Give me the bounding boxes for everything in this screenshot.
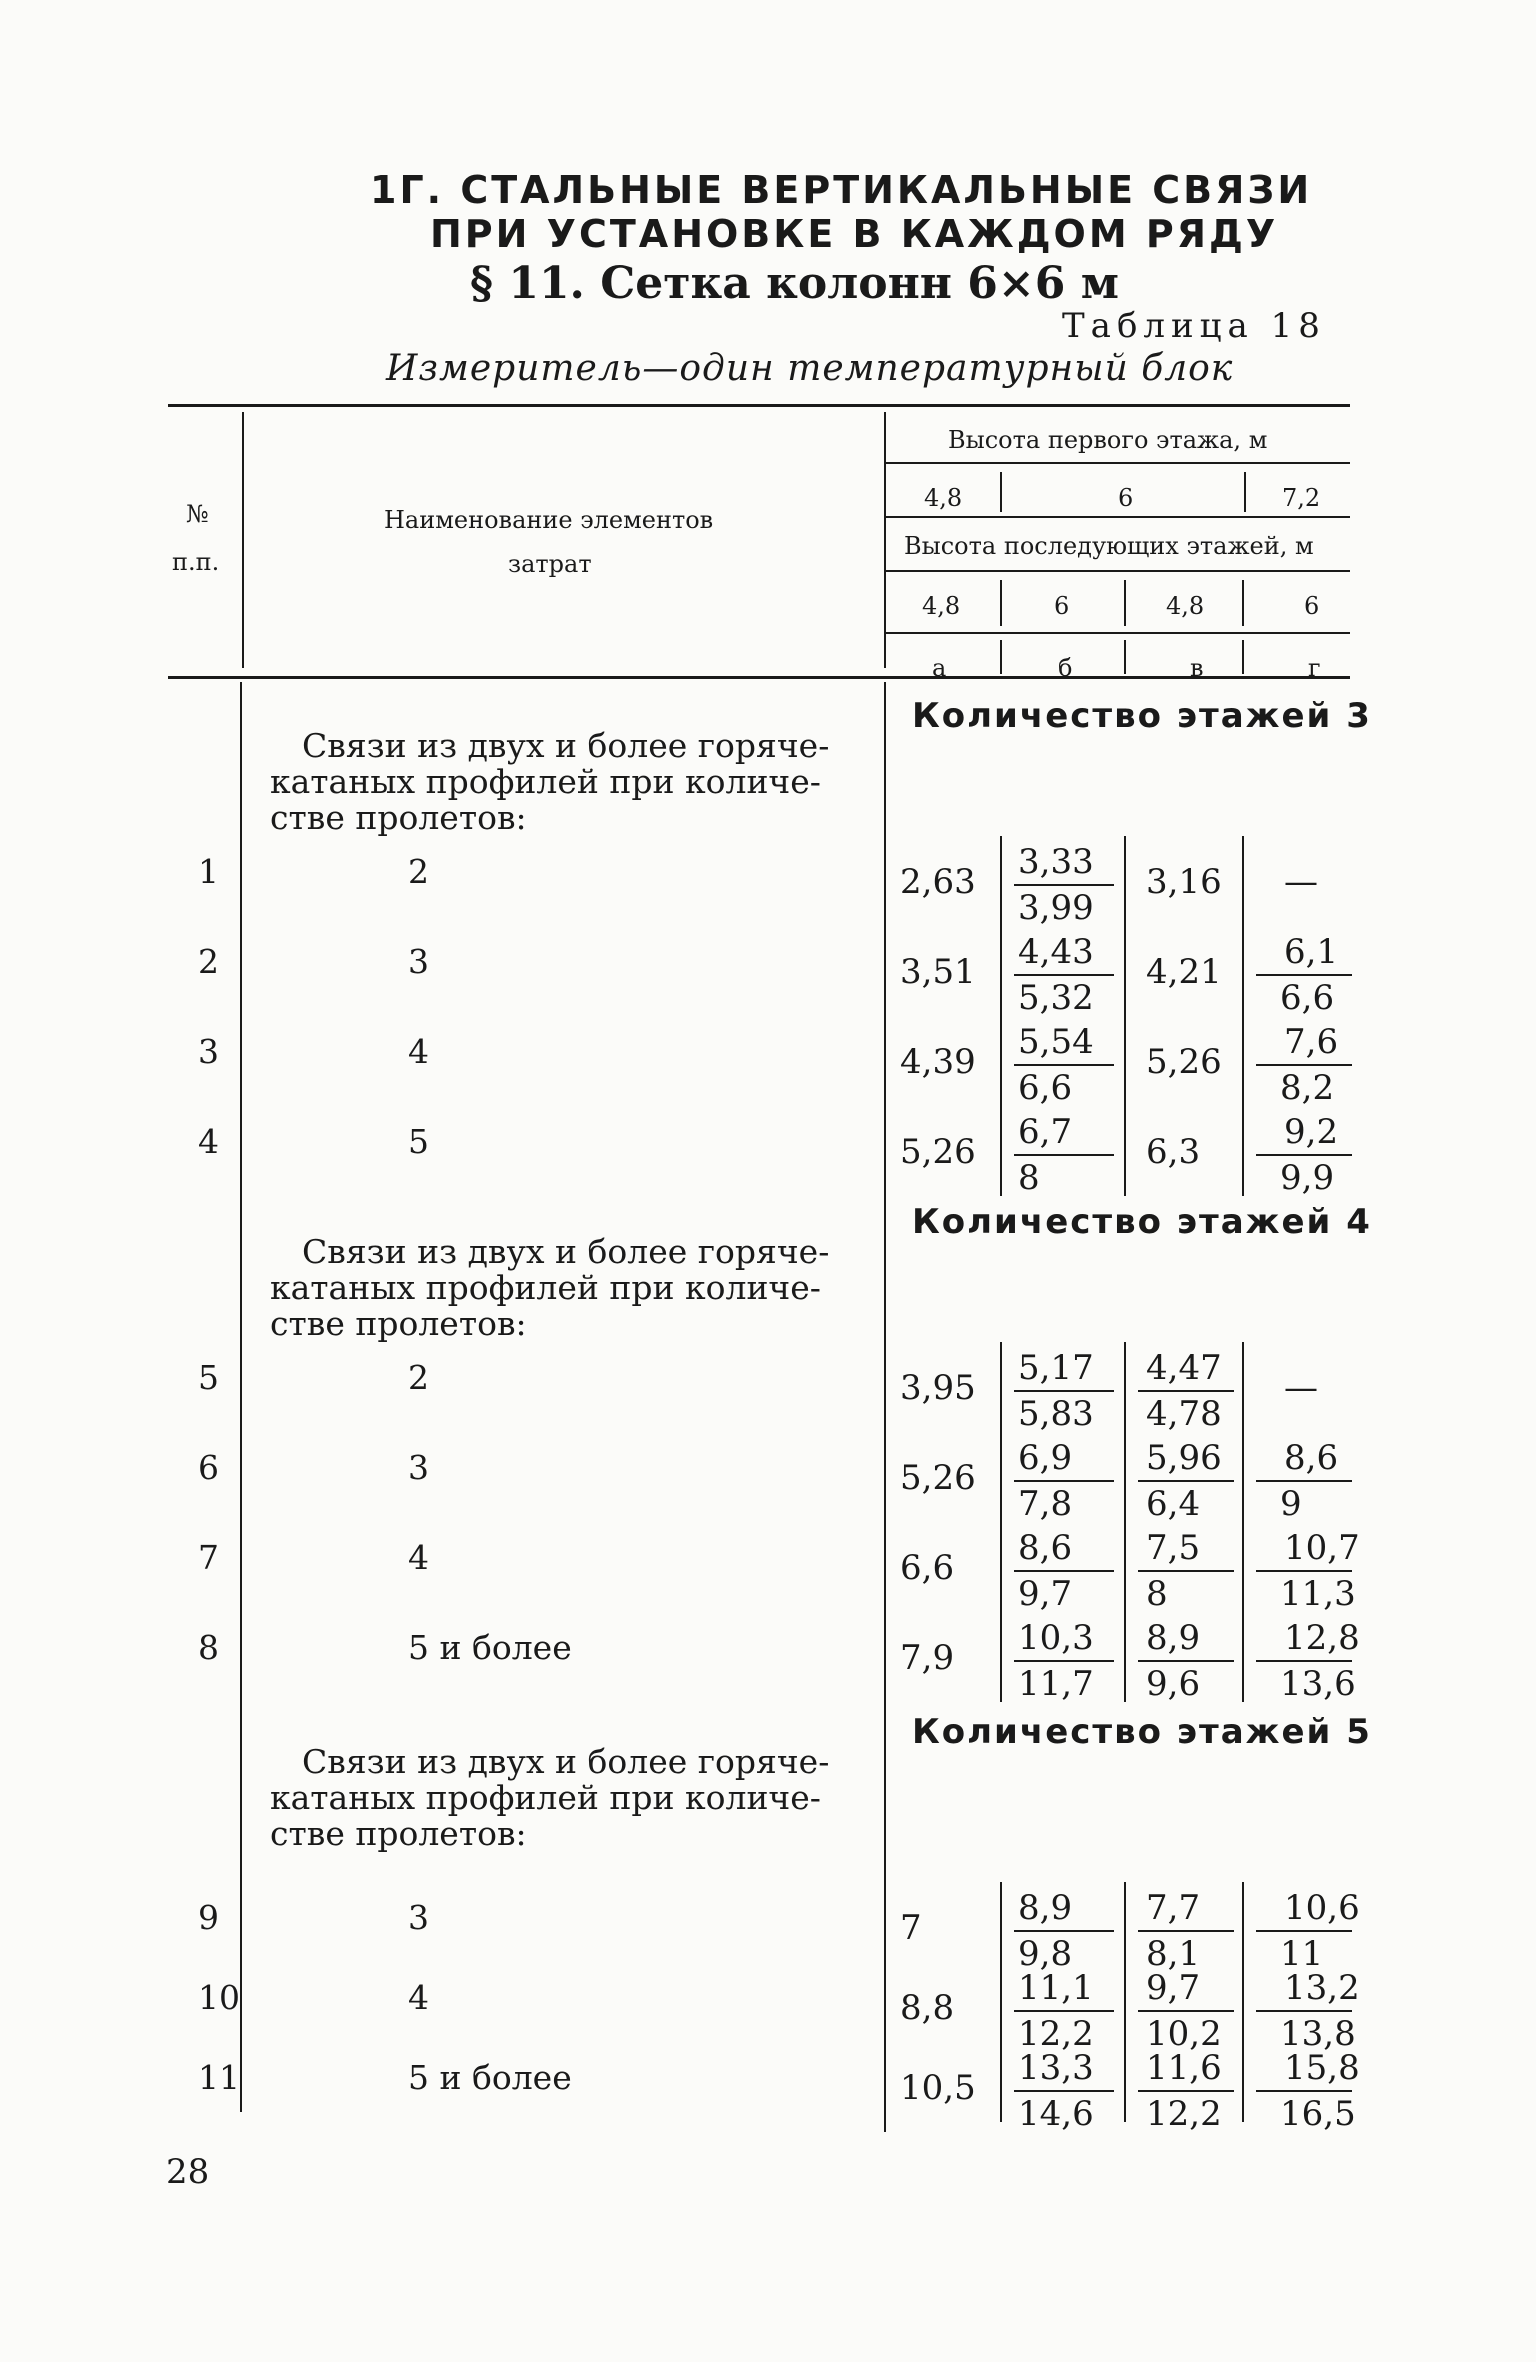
value-b-bottom: 12,2 xyxy=(1018,2014,1094,2054)
measure-text: Измеритель—один температурный блок xyxy=(386,348,1234,389)
value-b-bottom: 7,8 xyxy=(1018,1484,1073,1524)
fraction-bar-v xyxy=(1138,1660,1234,1662)
value-g-bottom: 9 xyxy=(1280,1484,1302,1524)
next-floor-value-a: 4,8 xyxy=(922,592,961,620)
value-b-bottom: 14,6 xyxy=(1018,2094,1094,2134)
value-b-top: 11,1 xyxy=(1018,1968,1094,2008)
fraction-bar-g xyxy=(1256,1660,1352,1662)
group-v-left-rule xyxy=(1124,1342,1126,1702)
value-b-top: 10,3 xyxy=(1018,1618,1094,1658)
header-col1-divider xyxy=(242,412,244,668)
value-b-bottom: 6,6 xyxy=(1018,1068,1073,1108)
value-g-top: — xyxy=(1284,862,1318,902)
first-floor-value-c: 7,2 xyxy=(1282,484,1321,512)
floors-count-label: Количество этажей 4 xyxy=(912,1202,1372,1242)
value-v-top: 4,21 xyxy=(1146,952,1222,992)
next-values-sep-1 xyxy=(1000,580,1002,626)
value-b-top: 13,3 xyxy=(1018,2048,1094,2088)
fraction-bar-b xyxy=(1014,884,1114,886)
section-title-line2: ПРИ УСТАНОВКЕ В КАЖДОМ РЯДУ xyxy=(430,212,1279,256)
table-header-bottom-rule xyxy=(168,676,1350,679)
group-intro-line3: стве пролетов: xyxy=(270,798,527,837)
col-letter-g: г xyxy=(1308,654,1321,682)
group-intro-line3: стве пролетов: xyxy=(270,1814,527,1853)
group-g-left-rule xyxy=(1242,1882,1244,2122)
value-g-top: 8,6 xyxy=(1284,1438,1339,1478)
fraction-bar-g xyxy=(1256,1154,1352,1156)
row-number: 9 xyxy=(198,1898,219,1937)
value-v-top: 7,7 xyxy=(1146,1888,1201,1928)
name-header-line2: затрат xyxy=(508,550,592,578)
group-intro-line1: Связи из двух и более горяче- xyxy=(302,1742,830,1781)
next-floors-height-label: Высота последующих этажей, м xyxy=(904,532,1314,560)
fraction-bar-v xyxy=(1138,1930,1234,1932)
value-b-bottom: 8 xyxy=(1018,1158,1040,1198)
fraction-bar-b xyxy=(1014,1390,1114,1392)
value-v-bottom: 8,1 xyxy=(1146,1934,1201,1974)
letters-sep-2 xyxy=(1124,640,1126,674)
row-number: 3 xyxy=(198,1032,219,1071)
first-floor-height-label: Высота первого этажа, м xyxy=(948,426,1268,454)
value-b-top: 5,54 xyxy=(1018,1022,1094,1062)
subtitle: § 11. Сетка колонн 6×6 м xyxy=(470,258,1119,309)
value-v-bottom: 6,4 xyxy=(1146,1484,1201,1524)
fraction-bar-b xyxy=(1014,1660,1114,1662)
value-v-top: 4,47 xyxy=(1146,1348,1222,1388)
col-letter-v: в xyxy=(1190,654,1204,682)
row-name: 3 xyxy=(408,942,429,981)
fraction-bar-b xyxy=(1014,1154,1114,1156)
value-a: 5,26 xyxy=(900,1458,976,1498)
value-g-bottom: 11,3 xyxy=(1280,1574,1356,1614)
value-a: 8,8 xyxy=(900,1988,955,2028)
value-a: 6,6 xyxy=(900,1548,955,1588)
group-g-left-rule xyxy=(1242,836,1244,1196)
body-col2-divider xyxy=(884,682,886,2132)
value-v-bottom: 10,2 xyxy=(1146,2014,1222,2054)
value-b-bottom: 9,8 xyxy=(1018,1934,1073,1974)
value-b-bottom: 11,7 xyxy=(1018,1664,1094,1704)
group-b-left-rule xyxy=(1000,1342,1002,1702)
value-a: 7 xyxy=(900,1908,922,1948)
first-floor-value-a: 4,8 xyxy=(924,484,963,512)
body-col1-divider xyxy=(240,682,242,2112)
next-values-rule xyxy=(884,632,1350,634)
fraction-bar-g xyxy=(1256,1480,1352,1482)
row-number: 8 xyxy=(198,1628,219,1667)
fraction-bar-v xyxy=(1138,2090,1234,2092)
value-g-bottom: 9,9 xyxy=(1280,1158,1335,1198)
fraction-bar-g xyxy=(1256,2010,1352,2012)
group-b-left-rule xyxy=(1000,836,1002,1196)
row-name: 2 xyxy=(408,852,429,891)
fraction-bar-b xyxy=(1014,1930,1114,1932)
value-b-top: 8,6 xyxy=(1018,1528,1073,1568)
value-g-bottom: 8,2 xyxy=(1280,1068,1335,1108)
value-v-bottom: 8 xyxy=(1146,1574,1168,1614)
row-number: 6 xyxy=(198,1448,219,1487)
value-v-top: 9,7 xyxy=(1146,1968,1201,2008)
value-g-bottom: 13,6 xyxy=(1280,1664,1356,1704)
row-name: 4 xyxy=(408,1032,429,1071)
value-b-bottom: 9,7 xyxy=(1018,1574,1073,1614)
first-values-rule xyxy=(884,516,1350,518)
value-g-top: 12,8 xyxy=(1284,1618,1360,1658)
next-floor-value-c: 4,8 xyxy=(1166,592,1205,620)
fraction-bar-b xyxy=(1014,974,1114,976)
value-b-top: 6,9 xyxy=(1018,1438,1073,1478)
value-v-top: 3,16 xyxy=(1146,862,1222,902)
value-g-top: 10,6 xyxy=(1284,1888,1360,1928)
fraction-bar-v xyxy=(1138,2010,1234,2012)
value-v-top: 7,5 xyxy=(1146,1528,1201,1568)
value-b-top: 5,17 xyxy=(1018,1348,1094,1388)
group-intro-line1: Связи из двух и более горяче- xyxy=(302,726,830,765)
value-b-top: 6,7 xyxy=(1018,1112,1073,1152)
value-a: 3,95 xyxy=(900,1368,976,1408)
table-top-rule xyxy=(168,404,1350,407)
value-g-top: 10,7 xyxy=(1284,1528,1360,1568)
value-b-bottom: 3,99 xyxy=(1018,888,1094,928)
section-title-line1: 1Г. СТАЛЬНЫЕ ВЕРТИКАЛЬНЫЕ СВЯЗИ xyxy=(370,168,1313,212)
value-v-bottom: 4,78 xyxy=(1146,1394,1222,1434)
first-floor-rule xyxy=(884,462,1350,464)
value-g-top: 15,8 xyxy=(1284,2048,1360,2088)
value-v-top: 6,3 xyxy=(1146,1132,1201,1172)
value-v-top: 5,26 xyxy=(1146,1042,1222,1082)
group-g-left-rule xyxy=(1242,1342,1244,1702)
row-number: 2 xyxy=(198,942,219,981)
fraction-bar-g xyxy=(1256,2090,1352,2092)
fraction-bar-g xyxy=(1256,1570,1352,1572)
fraction-bar-g xyxy=(1256,974,1352,976)
value-a: 3,51 xyxy=(900,952,976,992)
next-values-sep-3 xyxy=(1242,580,1244,626)
value-g-top: 13,2 xyxy=(1284,1968,1360,2008)
group-intro-line2: катаных профилей при количе- xyxy=(270,762,821,801)
value-b-bottom: 5,83 xyxy=(1018,1394,1094,1434)
fraction-bar-v xyxy=(1138,1480,1234,1482)
value-g-top: 7,6 xyxy=(1284,1022,1339,1062)
group-intro-line2: катаных профилей при количе- xyxy=(270,1268,821,1307)
fraction-bar-b xyxy=(1014,2090,1114,2092)
group-intro-line2: катаных профилей при количе- xyxy=(270,1778,821,1817)
value-b-top: 4,43 xyxy=(1018,932,1094,972)
next-floor-value-b: 6 xyxy=(1054,592,1070,620)
group-b-left-rule xyxy=(1000,1882,1002,2122)
num-header: № xyxy=(186,500,209,528)
value-b-top: 8,9 xyxy=(1018,1888,1073,1928)
fraction-bar-g xyxy=(1256,1064,1352,1066)
letters-sep-1 xyxy=(1000,640,1002,674)
value-v-bottom: 12,2 xyxy=(1146,2094,1222,2134)
row-name: 5 и более xyxy=(408,2058,572,2097)
value-b-top: 3,33 xyxy=(1018,842,1094,882)
value-g-bottom: 11 xyxy=(1280,1934,1324,1974)
name-header-line1: Наименование элементов xyxy=(384,506,714,534)
value-v-top: 8,9 xyxy=(1146,1618,1201,1658)
row-number: 7 xyxy=(198,1538,219,1577)
row-name: 4 xyxy=(408,1538,429,1577)
floors-count-label: Количество этажей 5 xyxy=(912,1712,1372,1752)
group-v-left-rule xyxy=(1124,1882,1126,2122)
row-number: 1 xyxy=(198,852,219,891)
value-a: 2,63 xyxy=(900,862,976,902)
row-name: 3 xyxy=(408,1898,429,1937)
fraction-bar-v xyxy=(1138,1390,1234,1392)
value-g-bottom: 13,8 xyxy=(1280,2014,1356,2054)
first-values-sep2 xyxy=(1244,472,1246,512)
value-a: 7,9 xyxy=(900,1638,955,1678)
row-number: 11 xyxy=(198,2058,240,2097)
value-v-top: 5,96 xyxy=(1146,1438,1222,1478)
row-name: 4 xyxy=(408,1978,429,2017)
group-v-left-rule xyxy=(1124,836,1126,1196)
floors-count-label: Количество этажей 3 xyxy=(912,696,1372,736)
first-floor-value-b: 6 xyxy=(1118,484,1134,512)
next-floors-rule xyxy=(884,570,1350,572)
value-g-bottom: 16,5 xyxy=(1280,2094,1356,2134)
row-name: 3 xyxy=(408,1448,429,1487)
fraction-bar-v xyxy=(1138,1570,1234,1572)
value-g-top: 6,1 xyxy=(1284,932,1339,972)
value-a: 4,39 xyxy=(900,1042,976,1082)
value-v-bottom: 9,6 xyxy=(1146,1664,1201,1704)
row-number: 10 xyxy=(198,1978,240,2017)
table-label: Таблица 18 xyxy=(1062,306,1326,346)
group-intro-line3: стве пролетов: xyxy=(270,1304,527,1343)
value-a: 10,5 xyxy=(900,2068,976,2108)
letters-sep-3 xyxy=(1242,640,1244,674)
fraction-bar-b xyxy=(1014,2010,1114,2012)
page-number: 28 xyxy=(166,2152,210,2192)
next-values-sep-2 xyxy=(1124,580,1126,626)
header-col2-divider xyxy=(884,412,886,668)
fraction-bar-b xyxy=(1014,1064,1114,1066)
value-v-top: 11,6 xyxy=(1146,2048,1222,2088)
col-letter-a: а xyxy=(932,654,947,682)
row-name: 5 и более xyxy=(408,1628,572,1667)
row-number: 4 xyxy=(198,1122,219,1161)
value-a: 5,26 xyxy=(900,1132,976,1172)
group-intro-line1: Связи из двух и более горяче- xyxy=(302,1232,830,1271)
row-name: 5 xyxy=(408,1122,429,1161)
row-name: 2 xyxy=(408,1358,429,1397)
num-header-pp: п.п. xyxy=(172,548,220,576)
value-g-top: 9,2 xyxy=(1284,1112,1339,1152)
col-letter-b: б xyxy=(1058,654,1073,682)
next-floor-value-d: 6 xyxy=(1304,592,1320,620)
value-g-bottom: 6,6 xyxy=(1280,978,1335,1018)
fraction-bar-g xyxy=(1256,1930,1352,1932)
fraction-bar-b xyxy=(1014,1480,1114,1482)
fraction-bar-b xyxy=(1014,1570,1114,1572)
row-number: 5 xyxy=(198,1358,219,1397)
first-values-sep1 xyxy=(1000,472,1002,512)
value-g-top: — xyxy=(1284,1368,1318,1408)
value-b-bottom: 5,32 xyxy=(1018,978,1094,1018)
